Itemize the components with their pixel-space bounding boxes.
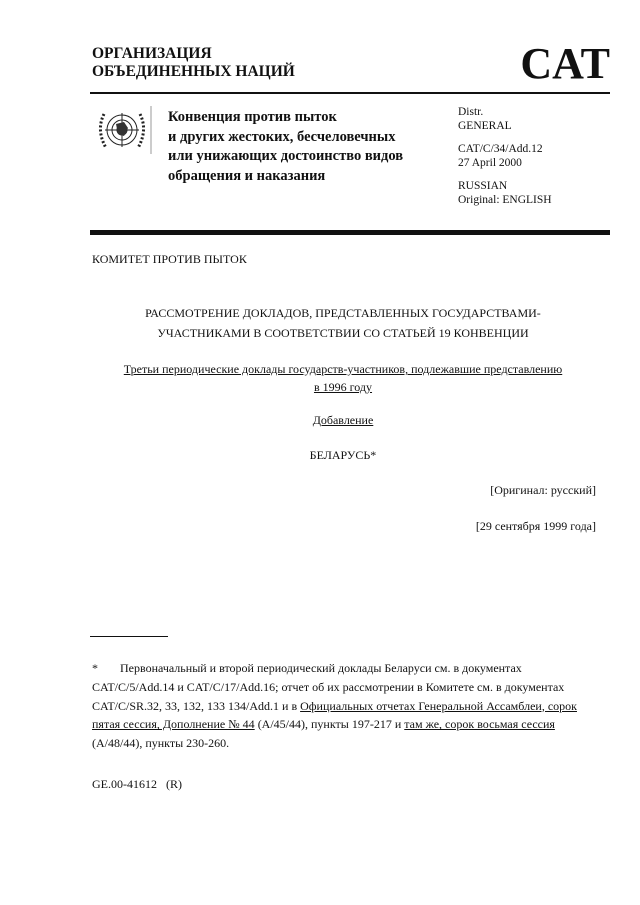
footnote-marker: * bbox=[92, 661, 98, 675]
original-language-note: [Оригинал: русский] bbox=[490, 483, 596, 497]
convention-line: Конвенция против пыток bbox=[168, 109, 337, 125]
footnote-text: (A/48/44), пункты 230-260. bbox=[92, 736, 230, 751]
convention-line: и других жестоких, бесчеловечных bbox=[168, 128, 396, 145]
document-symbol-large: CAT bbox=[520, 39, 610, 88]
org-line-2: ОБЪЕДИНЕННЫХ НАЦИЙ bbox=[92, 63, 295, 80]
doc-language: RUSSIAN bbox=[458, 180, 508, 192]
footnote-text: Первоначальный и второй периодический доклады Беларуси см. в документах CAT/C/5/Add.14 и CAT/C/17/Add.16; отчет об их рассмотрении в Комитете см. в документах CAT/C/SR.32, 33, 132, 133 134/Add.1 и в bbox=[92, 661, 565, 713]
distr-label: Distr. bbox=[458, 106, 484, 118]
subheading-line: в 1996 году bbox=[313, 380, 373, 394]
footnote-reference: там же, сорок восьмая сессия bbox=[404, 717, 555, 732]
convention-line: или унижающих достоинство видов bbox=[168, 148, 404, 164]
footnote-text: (A/45/44), пункты 197-217 и bbox=[254, 717, 405, 732]
organization-name bbox=[92, 45, 295, 81]
footnote-reference: Официальных отчетах Генеральной Ассамблеи, сорок пятая сессия, Дополнение № 44 bbox=[92, 698, 577, 732]
org-line-1: ОРГАНИЗАЦИЯ bbox=[92, 45, 212, 62]
heading-line: УЧАСТНИКАМИ В СООТВЕТСТВИИ СО СТАТЬЕЙ 19 КОНВЕНЦИИ bbox=[157, 326, 529, 340]
footnote bbox=[92, 659, 602, 753]
convention-title bbox=[168, 108, 403, 186]
subheading-line: Третьи периодические доклады государств-участников, подлежавшие представлению bbox=[123, 362, 563, 376]
main-heading bbox=[90, 303, 596, 343]
convention-line: обращения и наказания bbox=[168, 167, 326, 184]
job-number: GE.00-41612 (R) bbox=[92, 777, 182, 791]
doc-symbol: CAT/C/34/Add.12 bbox=[458, 143, 543, 155]
header-thick-rule bbox=[90, 230, 610, 235]
subheading bbox=[90, 360, 596, 396]
distribution: GENERAL bbox=[458, 119, 512, 132]
heading-line: РАССМОТРЕНИЕ ДОКЛАДОВ, ПРЕДСТАВЛЕННЫХ ГОСУДАРСТВАМИ- bbox=[145, 306, 541, 320]
document-metadata bbox=[458, 106, 552, 207]
header-rule bbox=[90, 92, 610, 94]
original-language: Original: ENGLISH bbox=[458, 193, 552, 206]
submission-date: [29 сентября 1999 года] bbox=[475, 519, 596, 533]
addendum-label: Добавление bbox=[312, 413, 374, 427]
doc-date: 27 April 2000 bbox=[458, 156, 522, 169]
un-emblem-icon bbox=[94, 106, 152, 154]
country-name: БЕЛАРУСЬ* bbox=[309, 448, 377, 462]
committee-name: КОМИТЕТ ПРОТИВ ПЫТОК bbox=[92, 252, 247, 266]
footnote-rule bbox=[90, 636, 168, 637]
